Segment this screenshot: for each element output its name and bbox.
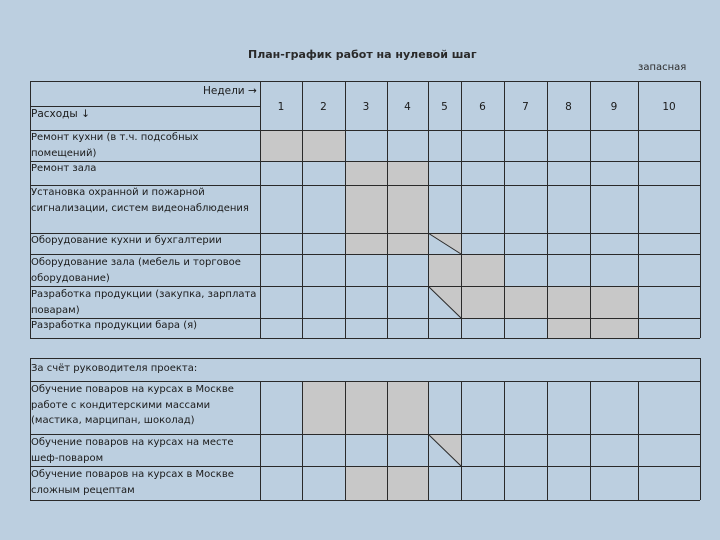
task-product-dev: Разработка продукции (закупка, зарплата поварам) (31, 289, 257, 316)
schedule-cell (387, 381, 428, 434)
weeks-label: Недели → (203, 85, 257, 97)
grid-line (461, 381, 462, 500)
task-kitchen: Ремонт кухни (в т.ч. подсобных помещений) (31, 132, 199, 159)
week-number: 4 (404, 101, 411, 113)
page-title: План-график работ на нулевой шаг (248, 48, 477, 61)
task-hall: Ремонт зала (31, 163, 97, 174)
schedule-cell (302, 381, 345, 434)
grid-line (547, 381, 548, 500)
week-number: 1 (277, 101, 285, 113)
schedule-cell (387, 185, 428, 233)
grid-line (302, 381, 303, 500)
expenses-label: Расходы ↓ (31, 108, 90, 120)
grid-line (345, 381, 346, 500)
task-hall-equipment: Оборудование зала (мебель и торговое оборудование) (31, 257, 241, 284)
grid-line (590, 81, 591, 338)
partial-schedule-cell (428, 434, 461, 466)
grid-line (30, 338, 700, 339)
task-kitchen-equipment: Оборудование кухни и бухгалтерии (31, 235, 222, 246)
grid-line (302, 81, 303, 338)
grid-line (30, 81, 700, 82)
week-number: 10 (662, 101, 676, 113)
schedule-cell (387, 161, 428, 185)
grid-line (638, 381, 639, 500)
grid-line (345, 81, 346, 338)
schedule-cell (345, 185, 387, 233)
schedule-cell (428, 254, 461, 286)
schedule-cell (345, 233, 387, 254)
task-manager-funded: За счёт руководителя проекта: (31, 363, 198, 374)
grid-line (30, 106, 260, 107)
week-number: 9 (610, 101, 618, 113)
schedule-cell (387, 233, 428, 254)
grid-line (590, 381, 591, 500)
schedule-cell (590, 318, 638, 338)
schedule-cell (590, 286, 638, 318)
week-number: 5 (441, 101, 448, 113)
week-number: 3 (362, 101, 370, 113)
grid-line (504, 381, 505, 500)
grid-line (461, 81, 462, 338)
grid-line (428, 381, 429, 500)
grid-line (504, 81, 505, 338)
grid-line (30, 500, 700, 501)
schedule-cell (461, 286, 504, 318)
grid-line (700, 358, 701, 500)
schedule-cell (387, 466, 428, 500)
schedule-cell (504, 286, 547, 318)
task-training-onsite: Обучение поваров на курсах на месте шеф-поваром (31, 437, 234, 464)
grid-line (387, 81, 388, 338)
task-training-moscow-pastry: Обучение поваров на курсах в Москве работе с кондитерскими массами (мастика, марципан, шоколад) (31, 384, 234, 426)
schedule-cell (461, 254, 504, 286)
week-number: 6 (479, 101, 486, 113)
task-security: Установка охранной и пожарной сигнализации, систем видеонаблюдения (31, 187, 249, 214)
schedule-cell (260, 130, 302, 161)
schedule-cell (345, 466, 387, 500)
week-number: 8 (565, 101, 572, 113)
grid-line (700, 81, 701, 338)
grid-line (387, 381, 388, 500)
grid-line (547, 81, 548, 338)
schedule-cell (302, 130, 345, 161)
reserve-label: запасная (638, 62, 687, 73)
week-number: 2 (320, 101, 327, 113)
grid-line (428, 81, 429, 338)
task-bar-dev: Разработка продукции бара (я) (31, 320, 198, 331)
schedule-cell (547, 318, 590, 338)
partial-schedule-cell (428, 233, 461, 254)
partial-schedule-cell (428, 286, 461, 318)
schedule-cell (345, 381, 387, 434)
schedule-cell (547, 286, 590, 318)
grid-line (30, 358, 700, 359)
grid-line (638, 81, 639, 338)
task-training-moscow-complex: Обучение поваров на курсах в Москве сложным рецептам (31, 469, 234, 496)
schedule-cell (345, 161, 387, 185)
week-number: 7 (522, 101, 529, 113)
